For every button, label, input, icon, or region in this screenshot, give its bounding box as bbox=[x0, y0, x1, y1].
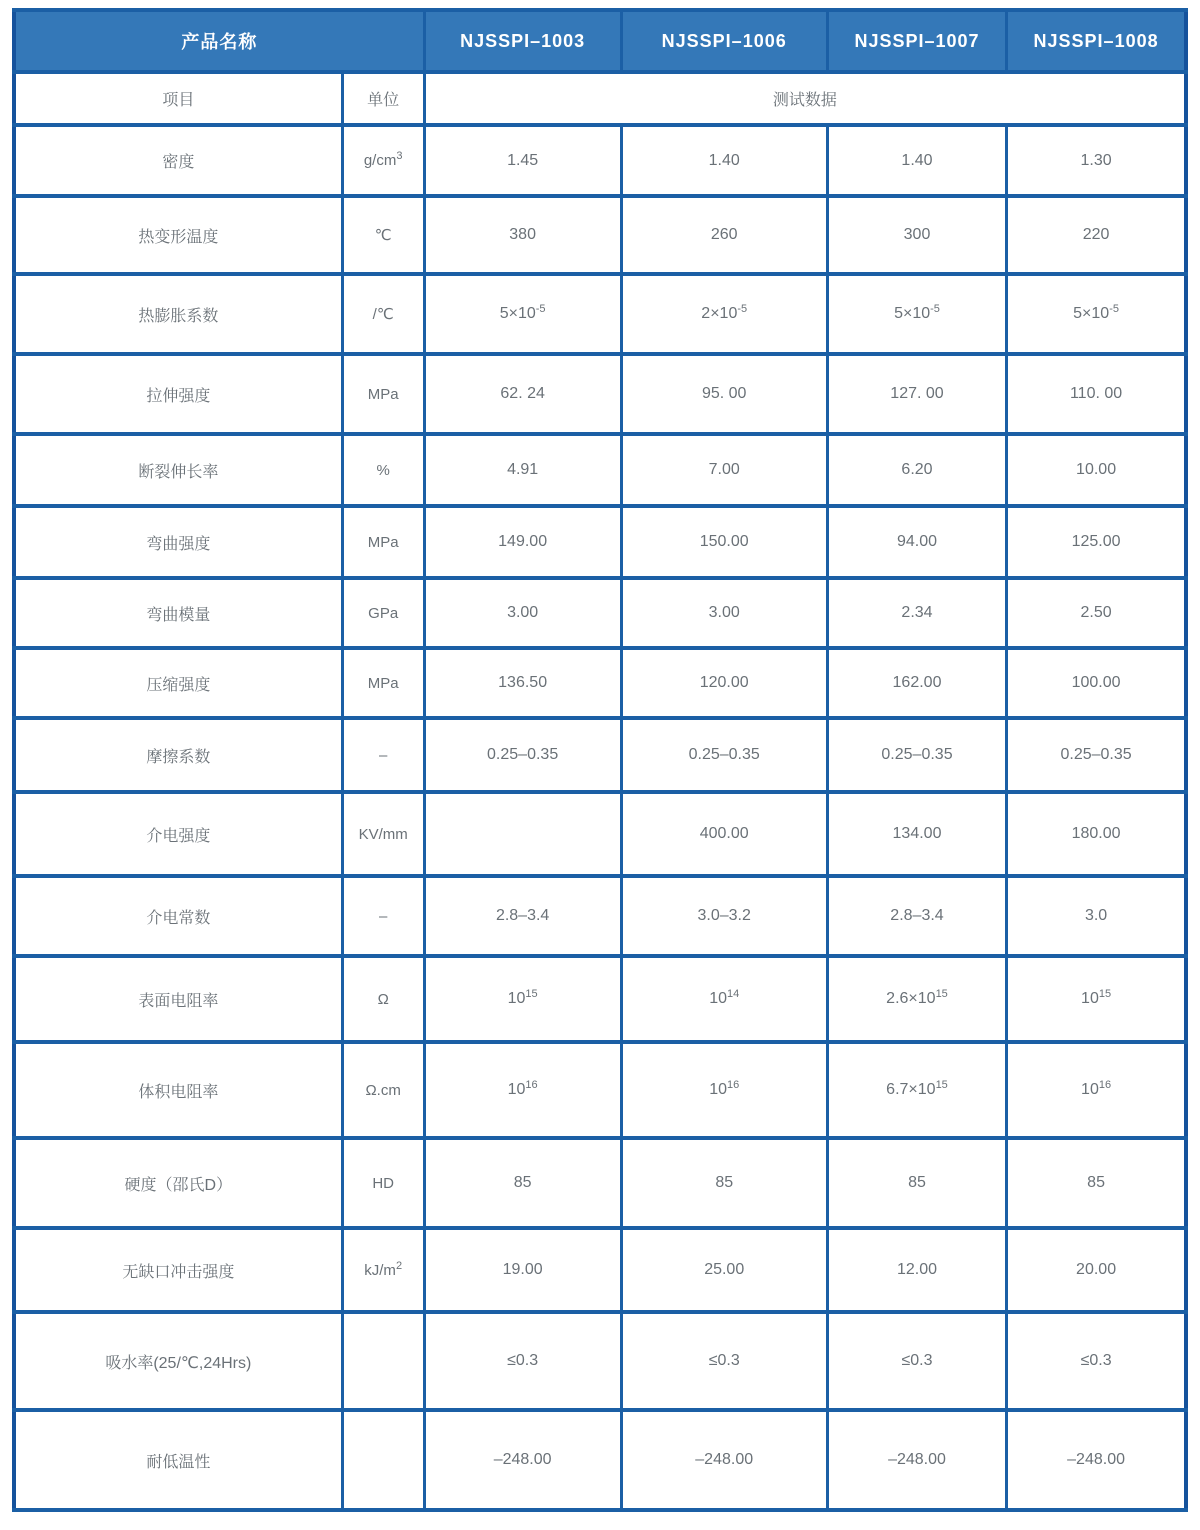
row-item-label: 介电强度 bbox=[14, 792, 342, 876]
value-cell: $10^{15}$ bbox=[424, 956, 621, 1042]
table-row bbox=[14, 274, 1186, 354]
product-column-njsspi-1008: NJSSPI–1008 bbox=[1007, 10, 1186, 72]
row-unit: /℃ bbox=[342, 274, 424, 354]
value-cell: $10^{15}$ bbox=[1007, 956, 1186, 1042]
value-cell: 95. 00 bbox=[621, 354, 827, 434]
value-cell: 162.00 bbox=[827, 648, 1006, 718]
row-unit: – bbox=[342, 718, 424, 792]
value-cell bbox=[424, 792, 621, 876]
value-cell: 85 bbox=[621, 1138, 827, 1228]
table-row bbox=[14, 578, 1186, 648]
value-cell: 125.00 bbox=[1007, 506, 1186, 578]
unit-column-header: 单位 bbox=[342, 72, 424, 125]
row-item-label: 吸水率(25/℃,24Hrs) bbox=[14, 1312, 342, 1410]
header-row-products bbox=[14, 10, 1186, 72]
header-row-subhead bbox=[14, 72, 1186, 125]
value-cell: 2.8–3.4 bbox=[424, 876, 621, 956]
value-cell: 20.00 bbox=[1007, 1228, 1186, 1312]
value-cell: 2.34 bbox=[827, 578, 1006, 648]
value-cell: 3.0 bbox=[1007, 876, 1186, 956]
item-column-header: 项目 bbox=[14, 72, 342, 125]
value-cell: ≤0.3 bbox=[827, 1312, 1006, 1410]
product-column-njsspi-1003: NJSSPI–1003 bbox=[424, 10, 621, 72]
table-row bbox=[14, 434, 1186, 506]
table-row bbox=[14, 1228, 1186, 1312]
value-cell: 1.45 bbox=[424, 125, 621, 196]
value-cell: 19.00 bbox=[424, 1228, 621, 1312]
value-cell: 25.00 bbox=[621, 1228, 827, 1312]
table-row bbox=[14, 1410, 1186, 1510]
value-cell: 10.00 bbox=[1007, 434, 1186, 506]
row-item-label: 硬度（邵氏D） bbox=[14, 1138, 342, 1228]
row-unit: % bbox=[342, 434, 424, 506]
value-cell: –248.00 bbox=[827, 1410, 1006, 1510]
value-cell: $5\times 10^{-5}$ bbox=[827, 274, 1006, 354]
value-cell: 3.00 bbox=[621, 578, 827, 648]
value-cell: –248.00 bbox=[1007, 1410, 1186, 1510]
value-cell: 2.8–3.4 bbox=[827, 876, 1006, 956]
row-unit: KV/mm bbox=[342, 792, 424, 876]
table-row bbox=[14, 718, 1186, 792]
value-cell: 85 bbox=[827, 1138, 1006, 1228]
product-name-header: 产品名称 bbox=[14, 10, 424, 72]
value-cell: $2.6\times 10^{15}$ bbox=[827, 956, 1006, 1042]
value-cell: $10^{16}$ bbox=[621, 1042, 827, 1138]
value-cell: 400.00 bbox=[621, 792, 827, 876]
value-cell: 136.50 bbox=[424, 648, 621, 718]
row-item-label: 弯曲模量 bbox=[14, 578, 342, 648]
value-cell: 4.91 bbox=[424, 434, 621, 506]
row-item-label: 密度 bbox=[14, 125, 342, 196]
row-item-label: 体积电阻率 bbox=[14, 1042, 342, 1138]
value-cell: 110. 00 bbox=[1007, 354, 1186, 434]
value-cell: 180.00 bbox=[1007, 792, 1186, 876]
value-cell: 150.00 bbox=[621, 506, 827, 578]
row-unit bbox=[342, 1312, 424, 1410]
table-row bbox=[14, 125, 1186, 196]
value-cell: 0.25–0.35 bbox=[621, 718, 827, 792]
value-cell: 0.25–0.35 bbox=[1007, 718, 1186, 792]
value-cell: 134.00 bbox=[827, 792, 1006, 876]
value-cell: $5\times 10^{-5}$ bbox=[424, 274, 621, 354]
value-cell: $10^{14}$ bbox=[621, 956, 827, 1042]
test-data-header: 测试数据 bbox=[424, 72, 1186, 125]
row-item-label: 介电常数 bbox=[14, 876, 342, 956]
table-row bbox=[14, 1042, 1186, 1138]
value-cell: 7.00 bbox=[621, 434, 827, 506]
row-item-label: 弯曲强度 bbox=[14, 506, 342, 578]
row-item-label: 热膨胀系数 bbox=[14, 274, 342, 354]
value-cell: 100.00 bbox=[1007, 648, 1186, 718]
value-cell: 1.30 bbox=[1007, 125, 1186, 196]
table-header bbox=[14, 10, 1186, 125]
table-row bbox=[14, 648, 1186, 718]
row-unit: MPa bbox=[342, 354, 424, 434]
value-cell: 127. 00 bbox=[827, 354, 1006, 434]
table-row bbox=[14, 876, 1186, 956]
table-row bbox=[14, 196, 1186, 274]
value-cell: 120.00 bbox=[621, 648, 827, 718]
value-cell: 85 bbox=[1007, 1138, 1186, 1228]
row-unit: MPa bbox=[342, 648, 424, 718]
row-unit: GPa bbox=[342, 578, 424, 648]
value-cell: $5\times 10^{-5}$ bbox=[1007, 274, 1186, 354]
row-item-label: 压缩强度 bbox=[14, 648, 342, 718]
table-row bbox=[14, 1138, 1186, 1228]
row-unit: – bbox=[342, 876, 424, 956]
value-cell: $2\times 10^{-5}$ bbox=[621, 274, 827, 354]
value-cell: 380 bbox=[424, 196, 621, 274]
spec-table-body bbox=[14, 125, 1186, 1510]
product-spec-table bbox=[12, 8, 1188, 1512]
value-cell: 1.40 bbox=[621, 125, 827, 196]
value-cell: 94.00 bbox=[827, 506, 1006, 578]
row-item-label: 拉伸强度 bbox=[14, 354, 342, 434]
value-cell: 2.50 bbox=[1007, 578, 1186, 648]
row-unit bbox=[342, 1410, 424, 1510]
value-cell: 149.00 bbox=[424, 506, 621, 578]
table-row bbox=[14, 506, 1186, 578]
row-unit: $kJ/m^2$ bbox=[342, 1228, 424, 1312]
row-item-label: 热变形温度 bbox=[14, 196, 342, 274]
value-cell: 12.00 bbox=[827, 1228, 1006, 1312]
value-cell: 6.20 bbox=[827, 434, 1006, 506]
row-unit: Ω bbox=[342, 956, 424, 1042]
value-cell: 220 bbox=[1007, 196, 1186, 274]
value-cell: 0.25–0.35 bbox=[424, 718, 621, 792]
value-cell: $10^{16}$ bbox=[1007, 1042, 1186, 1138]
value-cell: 260 bbox=[621, 196, 827, 274]
product-column-njsspi-1007: NJSSPI–1007 bbox=[827, 10, 1006, 72]
value-cell: ≤0.3 bbox=[1007, 1312, 1186, 1410]
row-unit: $g/cm^3$ bbox=[342, 125, 424, 196]
value-cell: $6.7\times 10^{15}$ bbox=[827, 1042, 1006, 1138]
row-unit: Ω.cm bbox=[342, 1042, 424, 1138]
value-cell: ≤0.3 bbox=[621, 1312, 827, 1410]
value-cell: 300 bbox=[827, 196, 1006, 274]
row-item-label: 耐低温性 bbox=[14, 1410, 342, 1510]
value-cell: –248.00 bbox=[424, 1410, 621, 1510]
row-unit: MPa bbox=[342, 506, 424, 578]
value-cell: 0.25–0.35 bbox=[827, 718, 1006, 792]
value-cell: 3.00 bbox=[424, 578, 621, 648]
table-row bbox=[14, 792, 1186, 876]
value-cell: $10^{16}$ bbox=[424, 1042, 621, 1138]
value-cell: 3.0–3.2 bbox=[621, 876, 827, 956]
row-unit: HD bbox=[342, 1138, 424, 1228]
row-item-label: 断裂伸长率 bbox=[14, 434, 342, 506]
value-cell: 62. 24 bbox=[424, 354, 621, 434]
value-cell: 85 bbox=[424, 1138, 621, 1228]
row-item-label: 表面电阻率 bbox=[14, 956, 342, 1042]
table-row bbox=[14, 956, 1186, 1042]
value-cell: ≤0.3 bbox=[424, 1312, 621, 1410]
table-row bbox=[14, 354, 1186, 434]
row-unit: ℃ bbox=[342, 196, 424, 274]
product-column-njsspi-1006: NJSSPI–1006 bbox=[621, 10, 827, 72]
value-cell: –248.00 bbox=[621, 1410, 827, 1510]
row-item-label: 摩擦系数 bbox=[14, 718, 342, 792]
value-cell: 1.40 bbox=[827, 125, 1006, 196]
row-item-label: 无缺口冲击强度 bbox=[14, 1228, 342, 1312]
table-row bbox=[14, 1312, 1186, 1410]
